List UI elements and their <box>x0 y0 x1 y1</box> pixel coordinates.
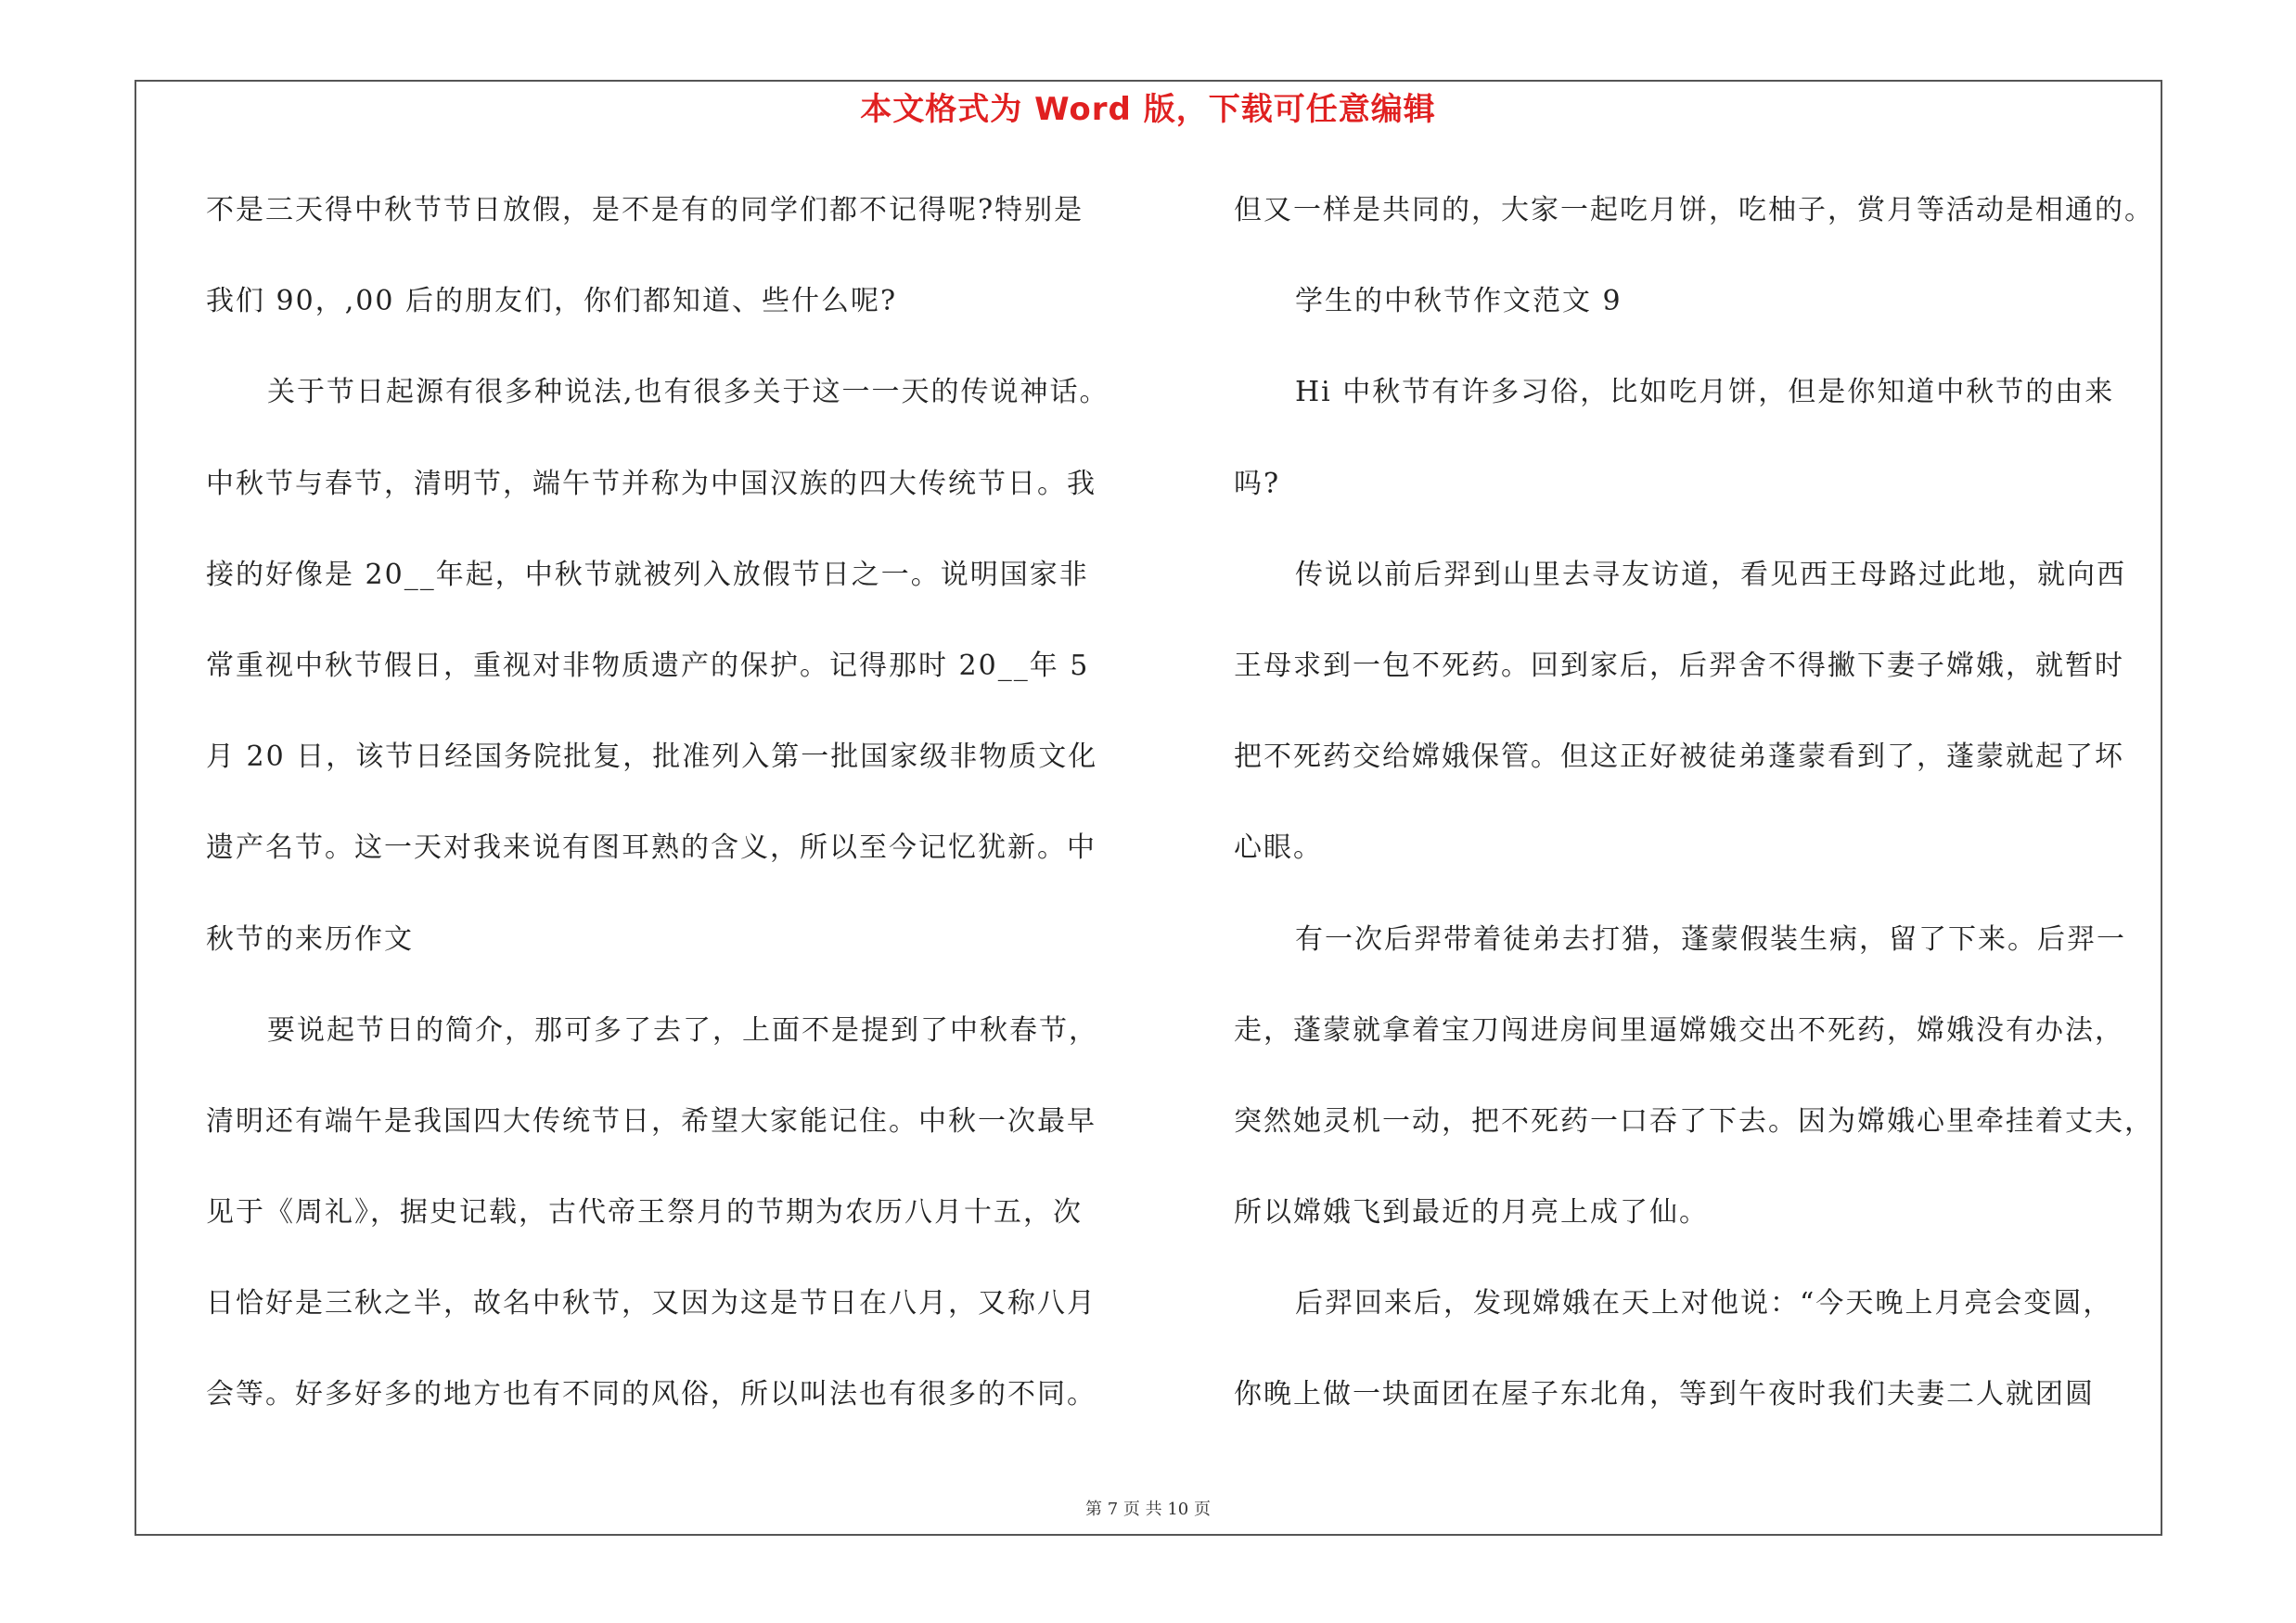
text-line: 把不死药交给嫦娥保管。但这正好被徒弟蓬蒙看到了，蓬蒙就起了坏 <box>1234 741 2124 774</box>
text-line: 我们 90，,00 后的朋友们，你们都知道、些什么呢? <box>206 285 898 318</box>
text-line: 见于《周礼》，据史记载，古代帝王祭月的节期为农历八月十五，次 <box>206 1196 1083 1230</box>
text-line: 要说起节日的简介，那可多了去了，上面不是提到了中秋春节， <box>267 1013 1098 1047</box>
text-line: 有一次后羿带着徒弟去打猎，蓬蒙假装生病，留了下来。后羿一 <box>1295 922 2126 956</box>
text-line: 秋节的来历作文 <box>206 922 414 956</box>
text-line: 所以嫦娥飞到最近的月亮上成了仙。 <box>1234 1196 1709 1230</box>
text-line: 王母求到一包不死药。回到家后，后羿舍不得撇下妻子嫦娥，就暂时 <box>1234 649 2124 682</box>
text-line: 关于节日起源有很多种说法,也有很多关于这一一天的传说神话。 <box>267 376 1110 409</box>
text-line: 突然她灵机一动，把不死药一口吞了下去。因为嫦娥心里牵挂着丈夫， <box>1234 1104 2154 1138</box>
right-text-column <box>1234 183 2171 1459</box>
text-line: Hi 中秋节有许多习俗，比如吃月饼，但是你知道中秋节的由来 <box>1295 376 2115 409</box>
text-line: 学生的中秋节作文范文 9 <box>1295 285 1623 318</box>
text-line: 会等。好多好多的地方也有不同的风俗，所以叫法也有很多的不同。 <box>206 1378 1097 1411</box>
left-text-column <box>206 183 1152 1459</box>
text-line: 常重视中秋节假日，重视对非物质遗产的保护。记得那时 20__年 5 <box>206 649 1090 682</box>
text-line: 后羿回来后，发现嫦娥在天上对他说：“今天晚上月亮会变圆， <box>1295 1287 2113 1320</box>
text-line: 遗产名节。这一天对我来说有图耳熟的含义，所以至今记忆犹新。中 <box>206 831 1097 865</box>
text-line: 心眼。 <box>1234 831 1323 865</box>
text-line: 清明还有端午是我国四大传统节日，希望大家能记住。中秋一次最早 <box>206 1104 1097 1138</box>
text-line: 接的好像是 20__年起，中秋节就被列入放假节日之一。说明国家非 <box>206 558 1089 591</box>
page-number-footer: 第 7 页 共 10 页 <box>1085 1500 1211 1519</box>
text-line: 不是三天得中秋节节日放假，是不是有的同学们都不记得呢?特别是 <box>206 194 1084 226</box>
text-line: 月 20 日，该节日经国务院批复，批准列入第一批国家级非物质文化 <box>206 741 1098 774</box>
text-line: 吗? <box>1234 467 1281 500</box>
format-banner: 本文格式为 Word 版，下载可任意编辑 <box>860 91 1436 128</box>
text-line: 中秋节与春节，清明节，端午节并称为中国汉族的四大传统节日。我 <box>206 467 1097 500</box>
text-line: 传说以前后羿到山里去寻友访道，看见西王母路过此地，就向西 <box>1295 558 2126 591</box>
text-line: 但又一样是共同的，大家一起吃月饼，吃柚子，赏月等活动是相通的。 <box>1234 194 2154 226</box>
text-line: 日恰好是三秋之半，故名中秋节，又因为这是节日在八月，又称八月 <box>206 1287 1097 1320</box>
text-line: 你晚上做一块面团在屋子东北角，等到午夜时我们夫妻二人就团圆 <box>1234 1378 2095 1411</box>
text-line: 走，蓬蒙就拿着宝刀闯进房间里逼嫦娥交出不死药，嫦娥没有办法， <box>1234 1013 2124 1047</box>
